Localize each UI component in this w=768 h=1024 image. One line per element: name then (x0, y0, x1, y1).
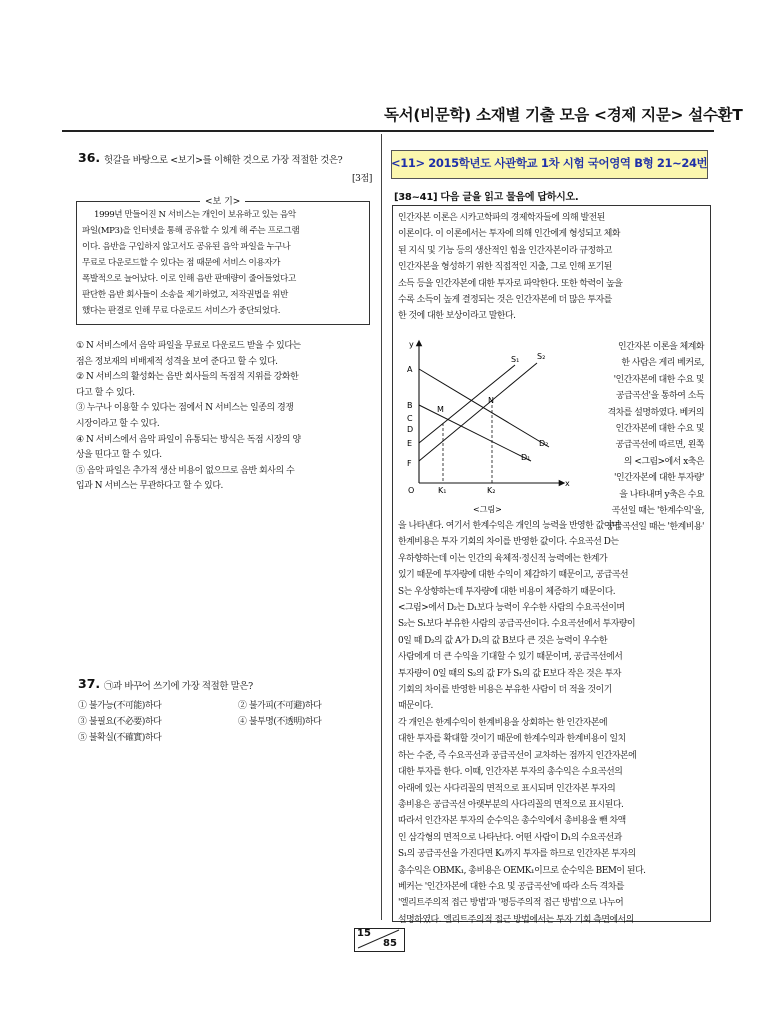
answer-option-continued: 상을 띤다고 할 수 있다. (76, 450, 162, 461)
passage-line: S₂는 S₁보다 부유한 사람의 공급곡선이다. 수요곡선에서 투자량이 (398, 619, 636, 630)
passage-line: 인간자본에 대한 수요 및 (615, 424, 704, 435)
bogi-line: 판단한 음반 회사들이 소송을 제기하였고, 저작권법을 위반 (82, 290, 288, 300)
point-d-label: D (407, 425, 414, 434)
passage-line: S는 우상향하는데 투자량에 대한 비용이 체증하기 때문이다. (398, 586, 616, 597)
passage-line: 소득 등을 인간자본에 대한 투자로 파악한다. 또한 학력이 높을 (398, 278, 623, 289)
passage-body (398, 518, 646, 928)
question-36-options (76, 339, 301, 495)
point-n-label: N (488, 396, 494, 405)
k2-label: K₂ (487, 486, 496, 495)
answer-option[interactable]: ④ N 서비스에서 음악 파일이 유통되는 방식은 독점 시장의 양 (76, 434, 301, 445)
answer-option[interactable]: ③ 불필요(不必要)하다 (78, 717, 162, 727)
point-e-label: E (407, 439, 413, 448)
passage-line: 총수익은 OBMK₁, 총비용은 OEMK₁이므로 순수익은 BEM이 된다. (398, 865, 646, 876)
passage-line: 투자량이 0일 때의 S₂의 값 F가 S₁의 값 E보다 작은 것은 투자 (398, 668, 621, 679)
bogi-line: 했다는 판결로 인해 무료 다운로드 서비스가 중단되었다. (82, 306, 281, 316)
demand-curve-d1 (419, 405, 531, 461)
passage-line: 0일 때 D₂의 값 A가 D₁의 값 B보다 큰 것은 능력이 우수한 (398, 635, 608, 646)
passage-line: 수록 소득이 높게 결정되는 것은 인간자본에 더 많은 투자를 (398, 295, 612, 306)
passage-line: S₁의 공급곡선을 가진다면 K₁까지 투자를 하므로 인간자본 투자의 (398, 849, 636, 860)
passage-line: 한 것에 대한 보상이라고 말한다. (398, 311, 516, 322)
passage-line: 인간자본 이론을 체계화 (618, 342, 704, 352)
passage-line: 을 나타낸다. 여기서 한계수익은 개인의 능력을 반영한 값이며 (398, 521, 621, 531)
answer-option[interactable]: ② N 서비스의 활성화는 음반 회사들의 독점적 지위를 강화한 (76, 372, 299, 383)
answer-option[interactable]: ① N 서비스에서 음악 파일을 무료로 다운로드 받을 수 있다는 (76, 341, 301, 351)
passage-line: 의 <그림>에서 x축은 (623, 456, 704, 467)
page-current: 15 (357, 928, 371, 939)
y-axis-label: y (409, 340, 414, 349)
column-divider (381, 134, 382, 920)
passage-line: 격차를 설명하였다. 베커의 (607, 407, 704, 418)
answer-option-continued: 점은 정보재의 비배제적 성격을 보여 준다고 할 수 있다. (76, 356, 278, 367)
bogi-line: 파일(MP3)을 인터넷을 통해 공유할 수 있게 해 주는 프로그램 (82, 226, 300, 236)
figure-caption: <그림> (473, 505, 502, 514)
question-36-text: 헛갈을 바탕으로 <보기>를 이해한 것으로 가장 적절한 것은? (104, 155, 343, 166)
passage-line: '인간자본에 대한 수요 및 (613, 374, 704, 385)
passage-line: 설명하였다. 엘리트주의적 접근 방법에서는 투자 기회 측면에서의 (398, 914, 634, 925)
supply-demand-graph (397, 335, 575, 520)
passage-line: 을 나타내며 y축은 수요 (619, 489, 704, 500)
answer-option[interactable]: ① 불가능(不可能)하다 (78, 701, 162, 711)
bogi-label: <보 기> (200, 194, 245, 207)
passage-line: 한계비용은 투자 기회의 차이를 반영한 값이다. 수요곡선 D는 (398, 537, 619, 548)
bogi-content (82, 207, 299, 319)
curve-s2-label: S₂ (537, 352, 546, 361)
passage-line: 기회의 차이를 반영한 비용은 부유한 사람이 더 적을 것이기 (398, 685, 612, 696)
passage-line: 따라서 인간자본 투자의 순수익은 총수익에서 총비용을 뺀 차액 (398, 816, 626, 827)
passage-line: 사람에게 더 큰 수익을 기대할 수 있기 때문이며, 공급곡선에서 (398, 652, 623, 663)
passage-line: 있기 때문에 투자량에 대한 수익이 체감하기 때문이고, 공급곡선 (398, 570, 629, 581)
passage-line: 인간자본 이론은 시카고학파의 경제학자들에 의해 발전된 (398, 213, 605, 223)
passage-intro (398, 210, 622, 325)
passage-line: 인 삼각형의 면적으로 나타난다. 어떤 사람이 D₁의 수요곡선과 (398, 832, 622, 843)
answer-option[interactable]: ② 불가피(不可避)하다 (238, 701, 322, 711)
bogi-line: 이다. 음반을 구입하지 않고서도 공유된 음악 파일을 누구나 (82, 242, 291, 252)
point-f-label: F (407, 459, 412, 468)
k1-label: K₁ (438, 486, 447, 495)
passage-line: 대한 투자를 확대할 것이기 때문에 한계수익과 한계비용이 일치 (398, 734, 626, 745)
passage-line: 우하향하는데 이는 인간의 육체적·정신적 능력에는 한계가 (398, 553, 608, 564)
page-total: 85 (383, 938, 397, 949)
question-37-number: 37. (78, 676, 101, 691)
passage-line: 총비용은 공급곡선 아랫부분의 사다리꼴의 면적으로 표시된다. (398, 799, 624, 810)
passage-instruction: [38~41] 다음 글을 읽고 물음에 답하시오. (394, 192, 579, 203)
passage-line: 한 사람은 게리 베커로, (621, 358, 704, 369)
passage-line: 공급곡선일 때는 '한계비용' (605, 522, 704, 533)
curve-d2-label: D₂ (539, 439, 549, 448)
point-a-label: A (407, 365, 413, 374)
curve-s1-label: S₁ (511, 355, 520, 364)
answer-option[interactable]: ④ 불투명(不透明)하다 (238, 717, 322, 727)
passage-line: 아래에 있는 사다리꼴의 면적으로 표시되며 인간자본 투자의 (398, 783, 616, 794)
answer-option-continued: 다고 할 수 있다. (76, 387, 135, 398)
passage-line: 곡선일 때는 '한계수익'을, (611, 506, 704, 517)
point-b-label: B (407, 401, 413, 410)
answer-option[interactable]: ⑤ 음악 파일은 추가적 생산 비용이 없으므로 음반 회사의 수 (76, 465, 295, 476)
curve-d1-label: D₁ (521, 453, 531, 462)
answer-option[interactable]: ⑤ 불확실(不確實)하다 (78, 733, 162, 743)
bogi-line: 무료로 다운로드할 수 있다는 점 때문에 서비스 이용자가 (82, 258, 281, 268)
answer-option[interactable]: ③ 누구나 이용할 수 있다는 점에서 N 서비스는 일종의 경쟁 (76, 403, 294, 414)
passage-side-text (570, 339, 704, 536)
question-36-points: [3점] (352, 174, 373, 184)
question-36-number: 36. (78, 150, 101, 165)
passage-line: 공급곡선에 따르면, 왼쪽 (615, 440, 704, 451)
header-title: 독서(비문학) 소재별 기출 모음 <경제 지문> 설수환T (384, 106, 743, 124)
passage-line: 이론이다. 이 이론에서는 투자에 의해 인간에게 형성되고 체화 (398, 229, 621, 240)
supply-curve-s1 (419, 365, 515, 443)
bogi-line: 폭발적으로 늘어났다. 이로 인해 음반 판매량이 줄어들었다고 (82, 274, 296, 284)
origin-label: O (408, 486, 415, 495)
passage-line: <그림>에서 D₂는 D₁보다 능력이 우수한 사람의 수요곡선이며 (398, 603, 625, 614)
passage-line: '인간자본에 대한 투자량' (614, 473, 704, 484)
passage-line: 때문이다. (398, 701, 433, 712)
question-37-text: ㉠과 바꾸어 쓰기에 가장 적절한 말은? (104, 681, 253, 692)
passage-line: '엘리트주의적 접근 방법'과 '평등주의적 접근 방법'으로 나누어 (398, 898, 624, 909)
answer-option-continued: 시장이라고 할 수 있다. (76, 418, 160, 429)
passage-line: 공급곡선'을 통하여 소득 (616, 391, 704, 402)
passage-line: 하는 수준, 즉 수요곡선과 공급곡선이 교차하는 점까지 인간자본에 (398, 750, 637, 761)
header-rule (62, 130, 714, 132)
passage-line: 인간자본을 형성하기 위한 직접적인 지출, 그로 인해 포기된 (398, 262, 612, 273)
x-axis-label: x (565, 479, 570, 488)
passage-line: 대한 투자를 한다. 이때, 인간자본 투자의 총수익은 수요곡선의 (398, 767, 623, 778)
answer-option-continued: 입과 N 서비스는 무관하다고 할 수 있다. (76, 481, 223, 492)
point-m-label: M (437, 405, 444, 414)
section-title: <11> 2015학년도 사관학교 1차 시험 국어영역 B형 21~24번 (391, 156, 708, 170)
passage-line: 베커는 '인간자본에 대한 수요 및 공급곡선'에 따라 소득 격차를 (398, 881, 625, 892)
passage-line: 된 지식 및 기능 등의 생산적인 힘을 인간자본이라 규정하고 (398, 245, 612, 256)
point-c-label: C (407, 414, 413, 423)
passage-line: 각 개인은 한계수익이 한계비용을 상회하는 한 인간자본에 (398, 717, 608, 728)
bogi-line: 1999년 만들어진 N 서비스는 개인이 보유하고 있는 음악 (94, 210, 296, 220)
